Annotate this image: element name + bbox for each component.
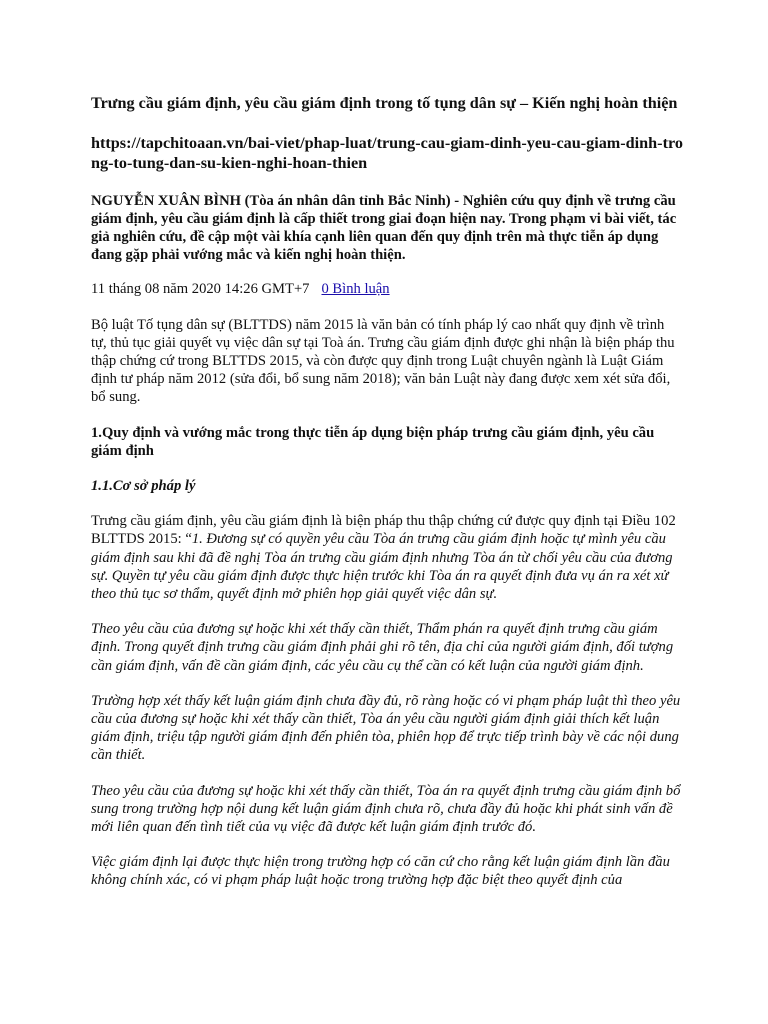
comments-link[interactable]: 0 Bình luận <box>321 281 390 298</box>
article-meta <box>91 280 683 298</box>
document-page <box>91 93 683 907</box>
section-heading: 1.Quy định và vướng mắc trong thực tiễn áp dụng biện pháp trưng cầu giám định, yêu cầu giám định <box>91 424 655 459</box>
body-paragraph-3: Trường hợp xét thấy kết luận giám định chưa đầy đủ, rõ ràng hoặc có vi phạm pháp luật thì theo yêu cầu của đương sự hoặc khi xét thấy cần thiết, Tòa án yêu cầu người giám định giải thích kết luận giám định, triệu tập người giám định đến phiên tòa, phiên họp để trực tiếp trình bày về các nội dung cần thiết. <box>91 692 681 764</box>
subsection-heading: 1.1.Cơ sở pháp lý <box>91 477 196 494</box>
article-url: https://tapchitoaan.vn/bai-viet/phap-luat/trung-cau-giam-dinh-yeu-cau-giam-dinh-trong-to-tung-dan-su-kien-nghi-hoan-thien <box>91 133 683 172</box>
quoted-law-text: 1. Đương sự có quyền yêu cầu Tòa án trưng cầu giám định hoặc tự mình yêu cầu giám định sau khi đã đề nghị Tòa án trưng cầu giám định nhưng Tòa án từ chối yêu cầu của đương sự. Quyền tự yêu cầu giám định được thực hiện trước khi Tòa án ra quyết định đưa vụ án ra xét xử theo thủ tục sơ thẩm, quyết định mở phiên họp giải quyết việc dân sự. <box>91 531 673 602</box>
body-paragraph-4: Theo yêu cầu của đương sự hoặc khi xét thấy cần thiết, Tòa án ra quyết định trưng cầu giám định bổ sung trong trường hợp nội dung kết luận giám định chưa rõ, chưa đầy đủ hoặc khi phát sinh vấn đề mới liên quan đến tình tiết của vụ việc đã được kết luận giám định trước đó. <box>91 782 681 835</box>
article-lead: NGUYỄN XUÂN BÌNH (Tòa án nhân dân tỉnh Bắc Ninh) - Nghiên cứu quy định về trưng cầu giám định, yêu cầu giám định là cấp thiết trong giai đoạn hiện nay. Trong phạm vi bài viết, tác giả nghiên cứu, đề cập một vài khía cạnh liên quan đến quy định trên mà thực tiễn áp dụng đang gặp phải vướng mắc và kiến nghị hoàn thiện. <box>91 192 677 264</box>
paragraph-text: Trưng cầu giám định, yêu cầu giám định là biện pháp thu thập chứng cứ được quy định tại Điều 102 BLTTDS 2015: “ <box>91 513 676 548</box>
body-paragraph-1 <box>91 512 683 603</box>
body-paragraph-5: Việc giám định lại được thực hiện trong trường hợp có căn cứ cho rằng kết luận giám định lần đầu không chính xác, có vi phạm pháp luật hoặc trong trường hợp đặc biệt theo quyết định của <box>91 854 670 889</box>
intro-paragraph: Bộ luật Tố tụng dân sự (BLTTDS) năm 2015 là văn bản có tính pháp lý cao nhất quy định về trình tự, thủ tục giải quyết vụ việc dân sự tại Toà án. Trưng cầu giám định được ghi nhận là biện pháp thu thập chứng cứ trong BLTTDS 2015, và còn được quy định trong Luật chuyên ngành là Luật Giám định tư pháp năm 2012 (sửa đổi, bổ sung năm 2018); văn bản Luật này đang được xem xét sửa đổi, bổ sung. <box>91 316 675 406</box>
publish-date: 11 tháng 08 năm 2020 14:26 GMT+7 <box>91 281 310 298</box>
body-paragraph-2: Theo yêu cầu của đương sự hoặc khi xét thấy cần thiết, Thẩm phán ra quyết định trưng cầu giám định. Trong quyết định trưng cầu giám định phải ghi rõ tên, địa chỉ của người giám định, đối tượng cần giám định, vấn đề cần giám định, các yêu cầu cụ thể cần có kết luận của người giám định. <box>91 621 674 674</box>
article-title: Trưng cầu giám định, yêu cầu giám định trong tố tụng dân sự – Kiến nghị hoàn thiện <box>91 94 678 112</box>
